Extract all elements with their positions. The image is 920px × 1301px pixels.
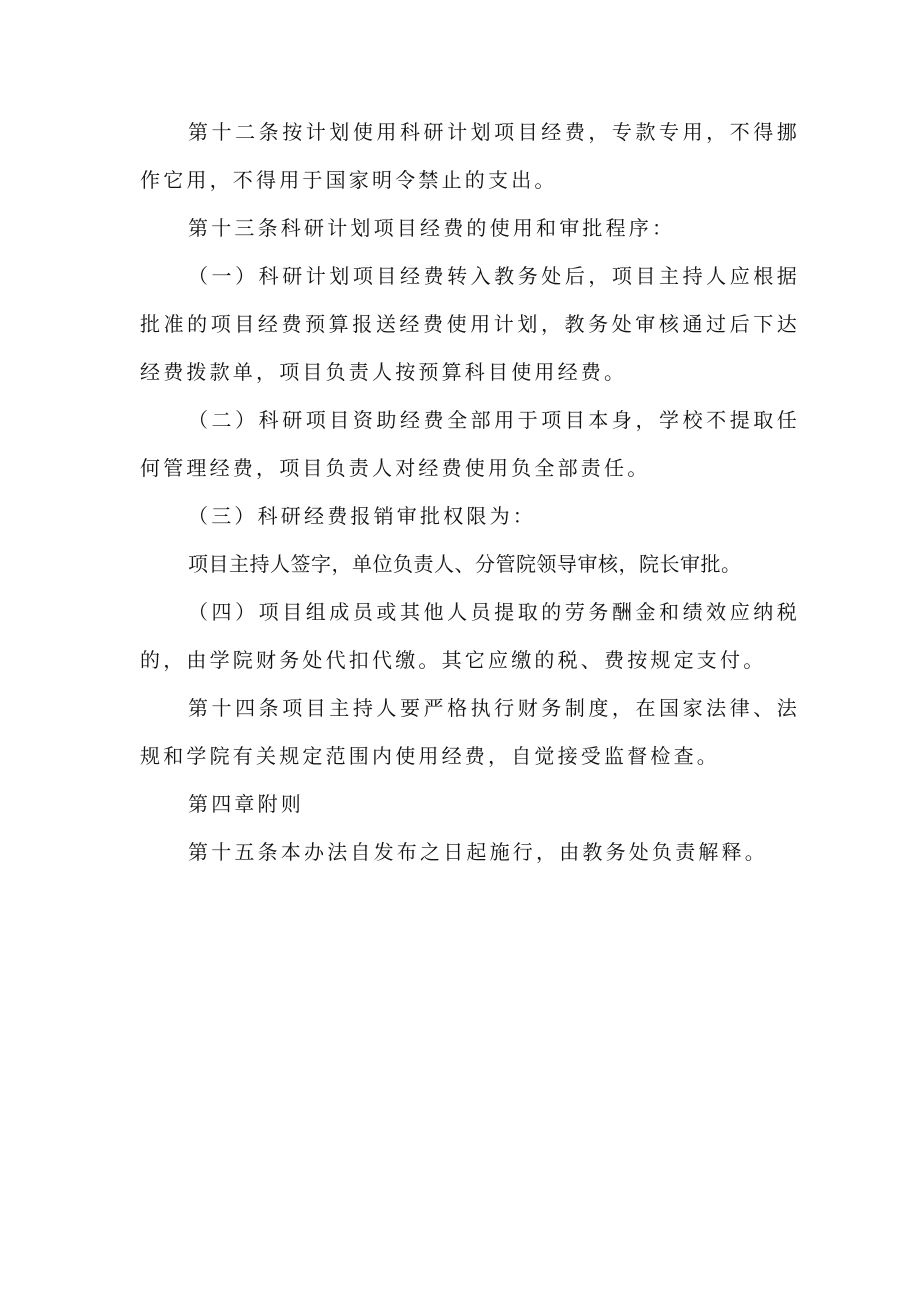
paragraph-item-1: （一）科研计划项目经费转入教务处后，项目主持人应根据批准的项目经费预算报送经费使用计划，教务处审核通过后下达经费拨款单，项目负责人按预算科目使用经费。 [140, 264, 800, 384]
paragraph-item-4: （四）项目组成员或其他人员提取的劳务酬金和绩效应纳税的，由学院财务处代扣代缴。其它应缴的税、费按规定支付。 [140, 600, 800, 672]
paragraph-article-12: 第十二条按计划使用科研计划项目经费，专款专用，不得挪作它用，不得用于国家明令禁止的支出。 [140, 120, 800, 192]
paragraph-article-13: 第十三条科研计划项目经费的使用和审批程序： [188, 216, 676, 240]
paragraph-item-3: （三）科研经费报销审批权限为： [188, 504, 536, 528]
paragraph-item-2: （二）科研项目资助经费全部用于项目本身，学校不提取任何管理经费，项目负责人对经费使用负全部责任。 [140, 408, 800, 480]
document-body [140, 108, 800, 876]
chapter-heading: 第四章附则 [188, 792, 304, 816]
paragraph-article-15: 第十五条本办法自发布之日起施行，由教务处负责解释。 [188, 840, 768, 864]
paragraph-article-14: 第十四条项目主持人要严格执行财务制度，在国家法律、法规和学院有关规定范围内使用经费，自觉接受监督检查。 [140, 696, 800, 768]
paragraph-approval-chain: 项目主持人签字，单位负责人、分管院领导审核，院长审批。 [188, 552, 742, 576]
